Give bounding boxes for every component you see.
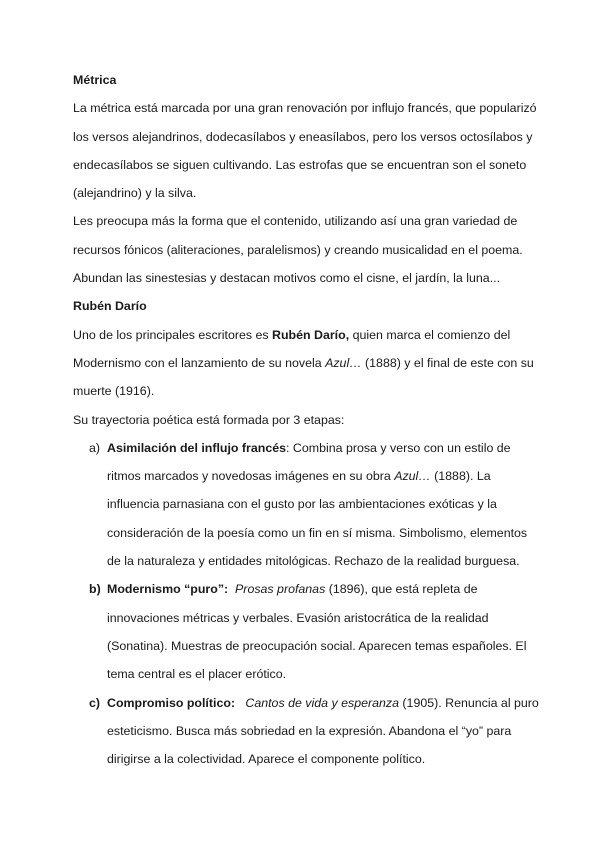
metrica-heading: Métrica — [73, 73, 117, 87]
text-line: (alejandrino) y la silva. — [73, 186, 197, 201]
text-run: quien marca el comienzo del — [349, 327, 511, 342]
text-run: (1888). La — [430, 469, 491, 484]
author-name-bold: Rubén Darío, — [272, 327, 350, 342]
text-line: La métrica está marcada por una gran renovación por influjo francés, que popularizó — [73, 101, 537, 116]
text-line: endecasílabos se siguen cultivando. Las estrofas que se encuentran son el soneto — [73, 157, 527, 172]
stage-title: Modernismo “puro”: — [107, 582, 229, 597]
stage-title: Compromiso político: — [107, 695, 236, 710]
text-line — [107, 575, 543, 603]
metrica-paragraph-2 — [73, 207, 543, 292]
list-item — [73, 689, 543, 774]
text-run: Uno de los principales escritores es — [73, 327, 273, 342]
text-line — [107, 462, 543, 490]
book-title-italic: Cantos de vida y esperanza — [245, 695, 399, 710]
text-line: tema central es el placer erótico. — [107, 667, 287, 682]
list-marker: b) — [89, 582, 101, 597]
text-line: Abundan las sinestesias y destacan motivos como el cisne, el jardín, la luna... — [73, 271, 501, 286]
text-run: Modernismo con el lanzamiento de su novela — [73, 355, 326, 370]
text-line: de la naturaleza y entidades mitológicas. Rechazo de la realidad burguesa. — [107, 554, 520, 569]
stages-list — [73, 434, 543, 774]
text-run: (1905). Renuncia al puro — [398, 695, 539, 710]
text-line: (Sonatina). Muestras de preocupación social. Aparecen temas españoles. El — [107, 638, 527, 653]
book-title-italic: Prosas profanas — [235, 582, 326, 597]
text-line: esteticismo. Busca más sobriedad en la expresión. Abandona el “yo” para — [107, 723, 512, 738]
list-marker: c) — [89, 695, 101, 710]
document-content — [73, 66, 543, 773]
dario-intro-paragraph — [73, 321, 543, 406]
text-line — [107, 689, 543, 717]
list-marker: a) — [89, 440, 101, 455]
stages-intro: Su trayectoria poética está formada por 3 etapas: — [73, 412, 345, 427]
text-line: innovaciones métricas y verbales. Evasión aristocrática de la realidad — [107, 610, 489, 625]
stage-title: Asimilación del influjo francés — [107, 440, 287, 455]
text-line: muerte (1916). — [73, 384, 155, 399]
text-line — [73, 321, 543, 349]
text-line: dirigirse a la colectividad. Aparece el componente político. — [107, 752, 426, 767]
text-run: (1896), que está repleta de — [325, 582, 478, 597]
text-run: (1888) y el final de este con su — [361, 355, 534, 370]
list-item — [73, 575, 543, 688]
list-item — [73, 434, 543, 575]
metrica-paragraph-1 — [73, 94, 543, 207]
text-line: consideración de la poesía como un fin en sí misma. Simbolismo, elementos — [107, 525, 528, 540]
text-line: los versos alejandrinos, dodecasílabos y eneasílabos, pero los versos octosílabos y — [73, 129, 533, 144]
book-title-italic: Azul… — [394, 469, 431, 484]
dario-heading: Rubén Darío — [73, 299, 147, 314]
text-line: recursos fónicos (aliteraciones, paralelismos) y creando musicalidad en el poema. — [73, 242, 523, 257]
text-line — [73, 349, 543, 377]
text-run: : Combina prosa y verso con un estilo de — [286, 440, 511, 455]
text-line — [107, 434, 543, 462]
text-line: influencia parnasiana con el gusto por las ambientaciones exóticas y la — [107, 497, 497, 512]
text-run: ritmos marcados y novedosas imágenes en su obra — [107, 469, 395, 484]
book-title-italic: Azul… — [325, 355, 362, 370]
text-line: Les preocupa más la forma que el contenido, utilizando así una gran variedad de — [73, 214, 518, 229]
